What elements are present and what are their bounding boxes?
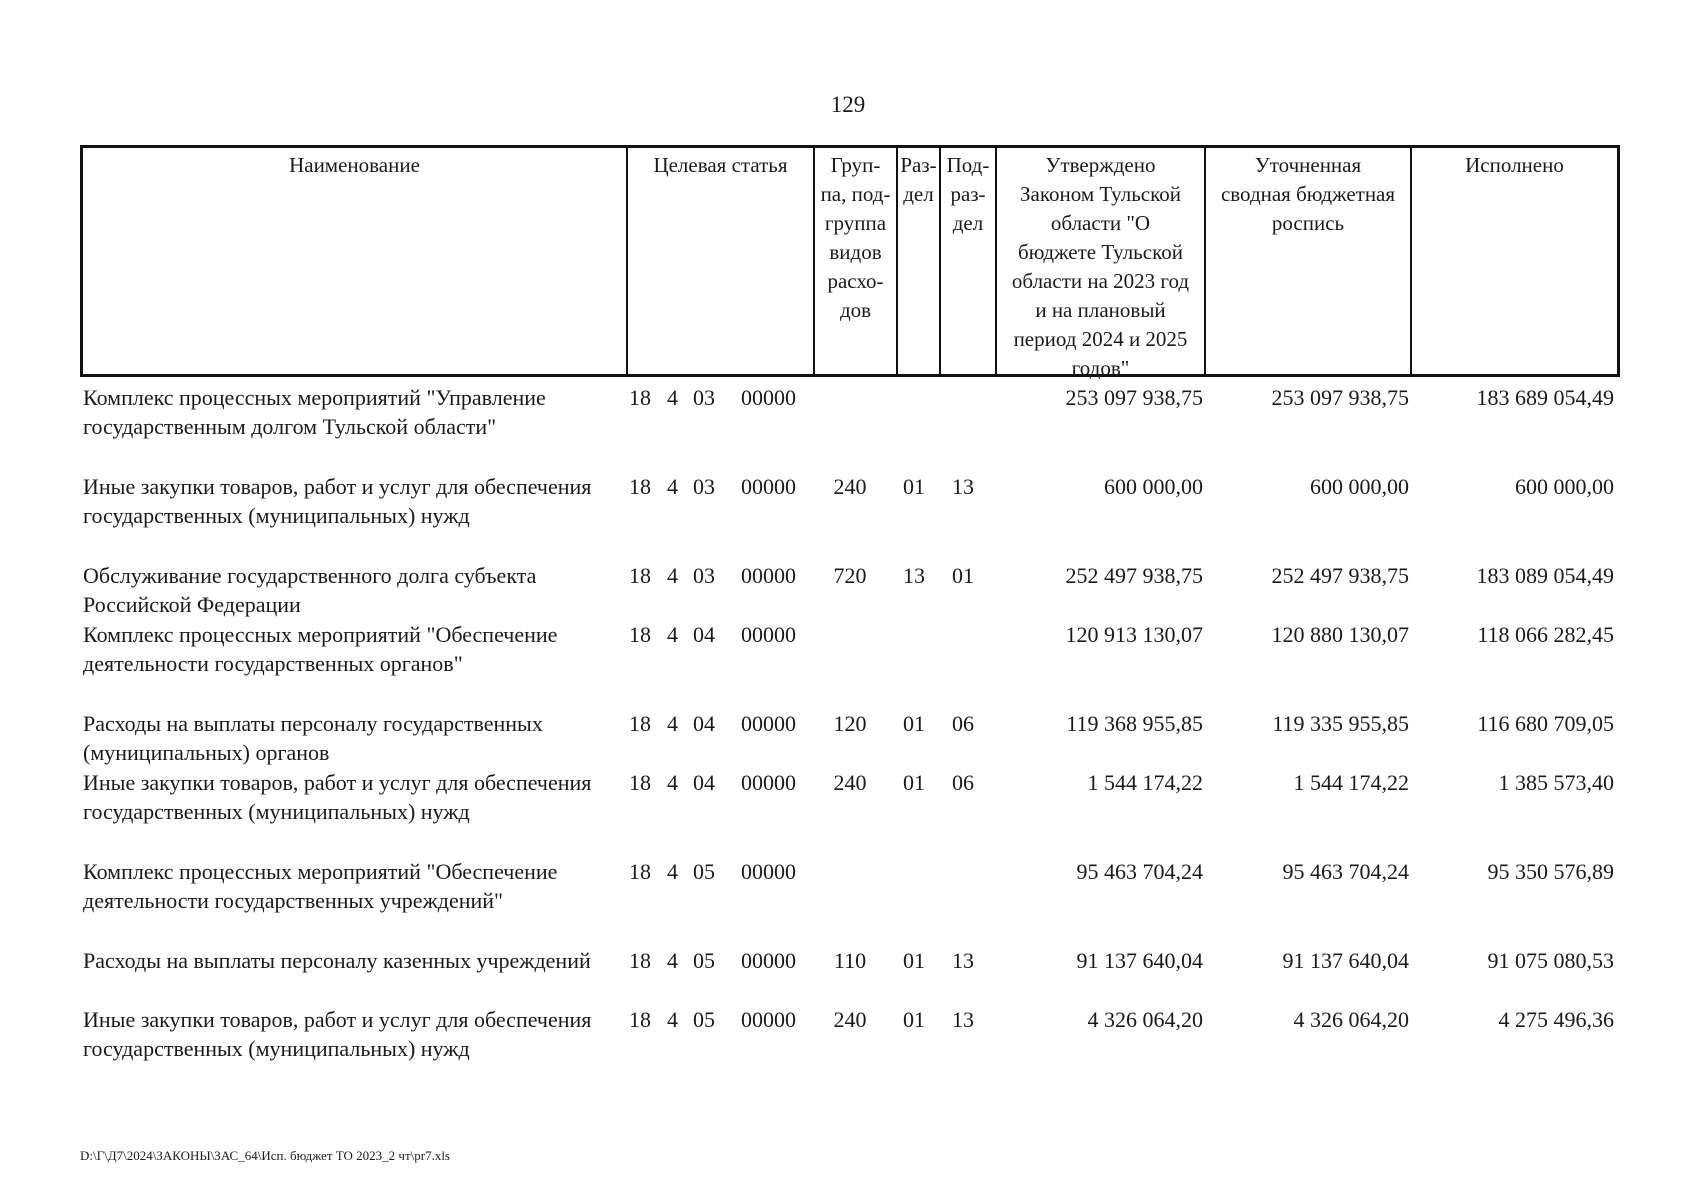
row-group: 120 bbox=[833, 711, 867, 736]
row-approved: 600 000,00 bbox=[1104, 474, 1203, 499]
row-executed: 116 680 709,05 bbox=[1477, 711, 1614, 736]
file-path-footer: D:\Г\Д7\2024\ЗАКОНЫ\ЗАС_64\Исп. бюджет ТО 2023_2 чт\pr7.xls bbox=[80, 1148, 450, 1163]
row-subsection: 06 bbox=[952, 711, 974, 736]
target-code-part: 4 bbox=[667, 948, 678, 973]
target-code-part: 4 bbox=[667, 622, 678, 647]
target-code-part: 05 bbox=[693, 1007, 715, 1032]
row-subsection: 01 bbox=[952, 563, 974, 588]
row-refined: 119 335 955,85 bbox=[1272, 711, 1409, 736]
row-subsection: 13 bbox=[952, 474, 974, 499]
row-executed: 4 275 496,36 bbox=[1498, 1007, 1614, 1032]
row-executed: 600 000,00 bbox=[1515, 474, 1614, 499]
row-name: Обслуживание государственного долга субъекта Российской Федерации bbox=[83, 563, 537, 617]
row-group: 240 bbox=[833, 474, 867, 499]
row-name: Иные закупки товаров, работ и услуг для обеспечения государственных (муниципальных) нужд bbox=[83, 1007, 592, 1061]
row-executed: 1 385 573,40 bbox=[1498, 770, 1614, 795]
target-code-part: 03 bbox=[693, 563, 715, 588]
row-executed: 183 089 054,49 bbox=[1476, 563, 1614, 588]
row-name: Расходы на выплаты персоналу казенных учреждений bbox=[83, 948, 591, 973]
row-executed: 91 075 080,53 bbox=[1487, 948, 1614, 973]
target-code-part: 00000 bbox=[741, 711, 796, 736]
row-name: Расходы на выплаты персоналу государственных (муниципальных) органов bbox=[83, 711, 543, 765]
table-header bbox=[80, 145, 1620, 380]
row-refined: 4 326 064,20 bbox=[1293, 1007, 1409, 1032]
header-refined: Уточненная сводная бюджетная роспись bbox=[1206, 148, 1412, 374]
target-code-part: 03 bbox=[693, 474, 715, 499]
target-code-part: 18 bbox=[629, 622, 651, 647]
target-code-part: 18 bbox=[629, 385, 651, 410]
target-code-part: 00000 bbox=[741, 948, 796, 973]
target-code-part: 4 bbox=[667, 859, 678, 884]
row-name: Комплекс процессных мероприятий "Обеспечение деятельности государственных органов" bbox=[83, 622, 558, 676]
row-subsection: 06 bbox=[952, 770, 974, 795]
target-code-part: 00000 bbox=[741, 622, 796, 647]
row-executed: 118 066 282,45 bbox=[1477, 622, 1614, 647]
row-section: 01 bbox=[903, 770, 925, 795]
target-code-part: 00000 bbox=[741, 563, 796, 588]
row-section: 01 bbox=[903, 948, 925, 973]
target-code-part: 18 bbox=[629, 948, 651, 973]
row-approved: 119 368 955,85 bbox=[1066, 711, 1203, 736]
target-code-part: 18 bbox=[629, 711, 651, 736]
row-group: 240 bbox=[833, 1007, 867, 1032]
target-code-part: 18 bbox=[629, 1007, 651, 1032]
row-name: Комплекс процессных мероприятий "Управление государственным долгом Тульской области" bbox=[83, 385, 546, 439]
header-approved: Утверждено Законом Тульской области "О бюджете Тульской области на 2023 год и на плановый период 2024 и 2025 годов" bbox=[997, 148, 1206, 374]
header-executed: Исполнено bbox=[1465, 153, 1564, 177]
target-code-part: 18 bbox=[629, 770, 651, 795]
page-number: 129 bbox=[830, 92, 866, 117]
row-approved: 95 463 704,24 bbox=[1076, 859, 1203, 884]
row-name: Иные закупки товаров, работ и услуг для обеспечения государственных (муниципальных) нужд bbox=[83, 474, 592, 528]
header-group: Груп- па, под- группа видов расхо- дов bbox=[815, 148, 898, 374]
row-approved: 1 544 174,22 bbox=[1087, 770, 1203, 795]
row-group: 240 bbox=[833, 770, 867, 795]
target-code-part: 00000 bbox=[741, 1007, 796, 1032]
target-code-part: 04 bbox=[693, 770, 715, 795]
target-code-part: 4 bbox=[667, 474, 678, 499]
row-approved: 4 326 064,20 bbox=[1087, 1007, 1203, 1032]
row-refined: 252 497 938,75 bbox=[1271, 563, 1409, 588]
row-refined: 600 000,00 bbox=[1310, 474, 1409, 499]
row-refined: 91 137 640,04 bbox=[1282, 948, 1409, 973]
row-section: 01 bbox=[903, 474, 925, 499]
target-code-part: 18 bbox=[629, 563, 651, 588]
row-approved: 252 497 938,75 bbox=[1065, 563, 1203, 588]
row-section: 13 bbox=[903, 563, 925, 588]
row-refined: 120 880 130,07 bbox=[1271, 622, 1409, 647]
row-refined: 95 463 704,24 bbox=[1282, 859, 1409, 884]
target-code-part: 00000 bbox=[741, 474, 796, 499]
row-refined: 1 544 174,22 bbox=[1293, 770, 1409, 795]
row-refined: 253 097 938,75 bbox=[1271, 385, 1409, 410]
target-code-part: 04 bbox=[693, 622, 715, 647]
target-code-part: 03 bbox=[693, 385, 715, 410]
target-code-part: 18 bbox=[629, 474, 651, 499]
target-code-part: 00000 bbox=[741, 385, 796, 410]
header-target: Целевая статья bbox=[628, 148, 815, 374]
target-code-part: 4 bbox=[667, 385, 678, 410]
row-group: 110 bbox=[833, 948, 867, 973]
target-code-part: 4 bbox=[667, 711, 678, 736]
target-code-part: 4 bbox=[667, 563, 678, 588]
header-subsection: Под- раз- дел bbox=[941, 148, 997, 374]
row-approved: 91 137 640,04 bbox=[1076, 948, 1203, 973]
target-code-part: 00000 bbox=[741, 770, 796, 795]
row-subsection: 13 bbox=[952, 948, 974, 973]
row-executed: 95 350 576,89 bbox=[1487, 859, 1614, 884]
row-name: Комплекс процессных мероприятий "Обеспечение деятельности государственных учреждений" bbox=[83, 859, 558, 913]
target-code-part: 05 bbox=[693, 859, 715, 884]
header-name: Наименование bbox=[83, 148, 628, 374]
row-approved: 253 097 938,75 bbox=[1065, 385, 1203, 410]
row-group: 720 bbox=[833, 563, 867, 588]
header-section: Раз- дел bbox=[898, 148, 941, 374]
row-executed: 183 689 054,49 bbox=[1476, 385, 1614, 410]
target-code-part: 4 bbox=[667, 770, 678, 795]
target-code-part: 05 bbox=[693, 948, 715, 973]
target-code-part: 04 bbox=[693, 711, 715, 736]
row-approved: 120 913 130,07 bbox=[1065, 622, 1203, 647]
row-section: 01 bbox=[903, 1007, 925, 1032]
row-name: Иные закупки товаров, работ и услуг для обеспечения государственных (муниципальных) нужд bbox=[83, 770, 592, 824]
target-code-part: 18 bbox=[629, 859, 651, 884]
target-code-part: 4 bbox=[667, 1007, 678, 1032]
target-code-part: 00000 bbox=[741, 859, 796, 884]
row-subsection: 13 bbox=[952, 1007, 974, 1032]
row-section: 01 bbox=[903, 711, 925, 736]
